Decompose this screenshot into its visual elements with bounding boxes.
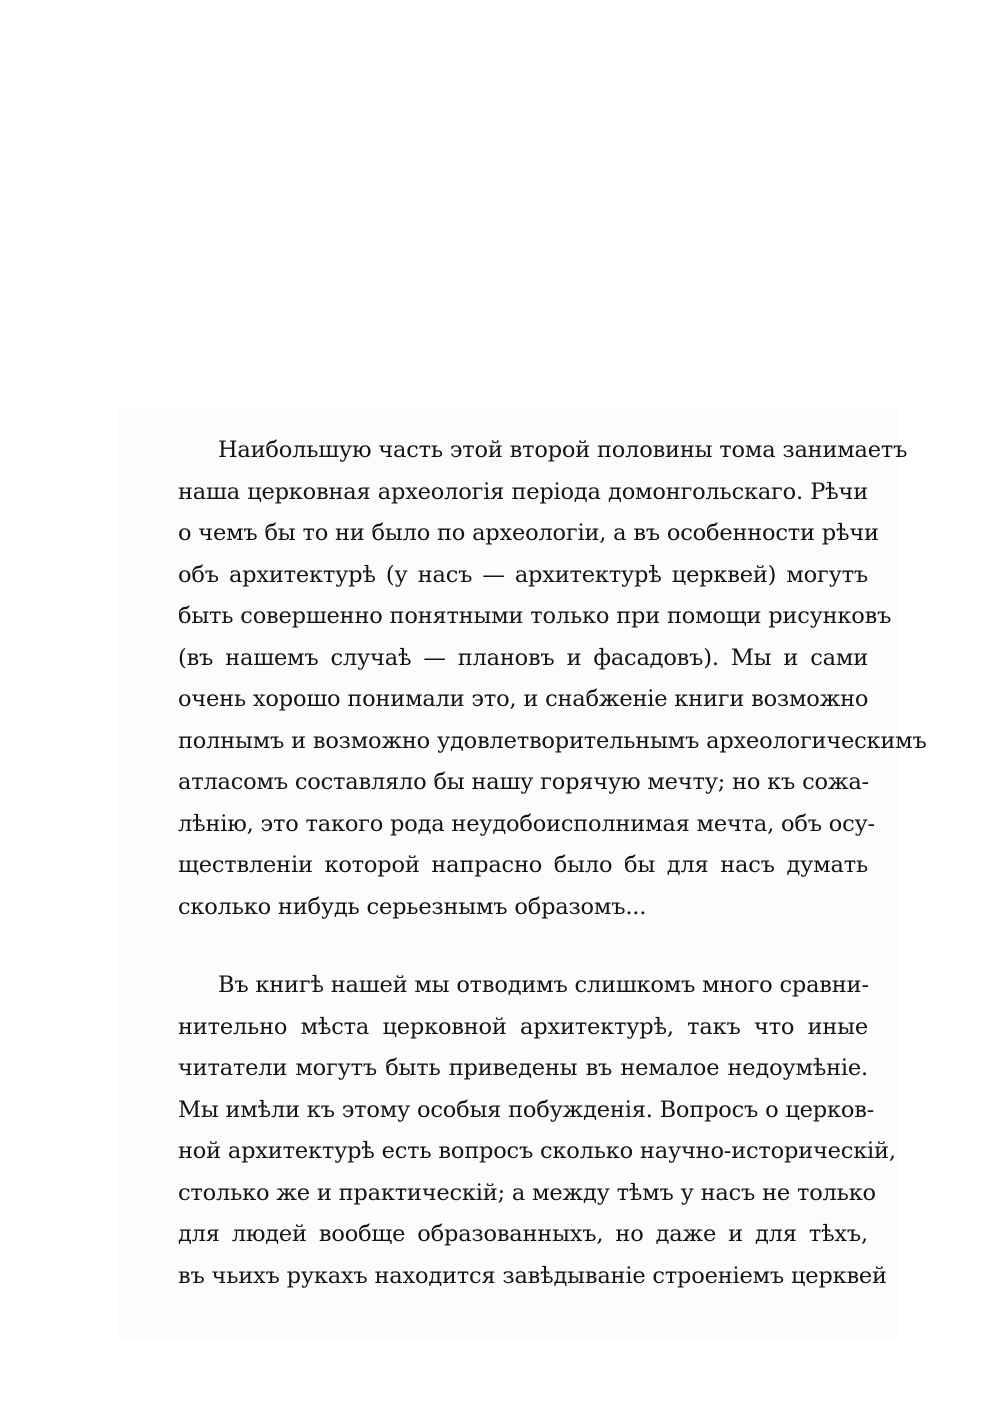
text-line: о чемъ бы то ни было по археологіи, а въ особенности рѣчи: [178, 520, 879, 546]
text-line: ществленіи которой напрасно было бы для насъ думать: [178, 852, 868, 878]
paragraph-1: [178, 430, 927, 928]
paragraph-gap: [178, 928, 868, 965]
text-line: ной архитектурѣ есть вопросъ сколько научно-историческій,: [178, 1138, 896, 1164]
text-line: очень хорошо понимали это, и снабженіе книги возможно: [178, 686, 869, 712]
text-line: быть совершенно понятными только при помощи рисунковъ: [178, 603, 892, 629]
text-line: атласомъ составляло бы нашу горячую мечту; но къ сожа-: [178, 769, 869, 795]
text-line: лѣнію, это такого рода неудобоисполнимая мечта, объ осу-: [178, 810, 875, 837]
text-line: нительно мѣста церковной архитектурѣ, такъ что иные: [178, 1013, 868, 1040]
text-line: Наибольшую часть этой второй половины тома занимаетъ: [218, 437, 908, 463]
paragraph-2: [178, 965, 896, 1297]
text-line: читатели могутъ быть приведены въ немалое недоумѣніе.: [178, 1055, 868, 1081]
text-line: сколько нибудь серьезнымъ образомъ...: [178, 893, 647, 920]
text-line: Мы имѣли къ этому особыя побужденія. Вопросъ о церков-: [178, 1096, 875, 1123]
text-line: Въ книгѣ нашей мы отводимъ слишкомъ много сравни-: [218, 972, 869, 998]
text-line: столько же и практическій; а между тѣмъ у насъ не только: [178, 1179, 876, 1206]
body-text: [178, 430, 927, 1297]
text-line: объ архитектурѣ (у насъ — архитектурѣ церквей) могутъ: [178, 561, 868, 588]
text-line: для людей вообще образованныхъ, но даже и для тѣхъ,: [178, 1221, 868, 1247]
text-line: (въ нашемъ случаѣ — плановъ и фасадовъ). Мы и сами: [178, 644, 868, 671]
text-line: полнымъ и возможно удовлетворительнымъ археологическимъ: [178, 727, 927, 754]
text-line: въ чьихъ рукахъ находится завѣдываніе строеніемъ церквей: [178, 1262, 887, 1289]
text-line: наша церковная археологія періода домонгольскаго. Рѣчи: [178, 478, 868, 505]
